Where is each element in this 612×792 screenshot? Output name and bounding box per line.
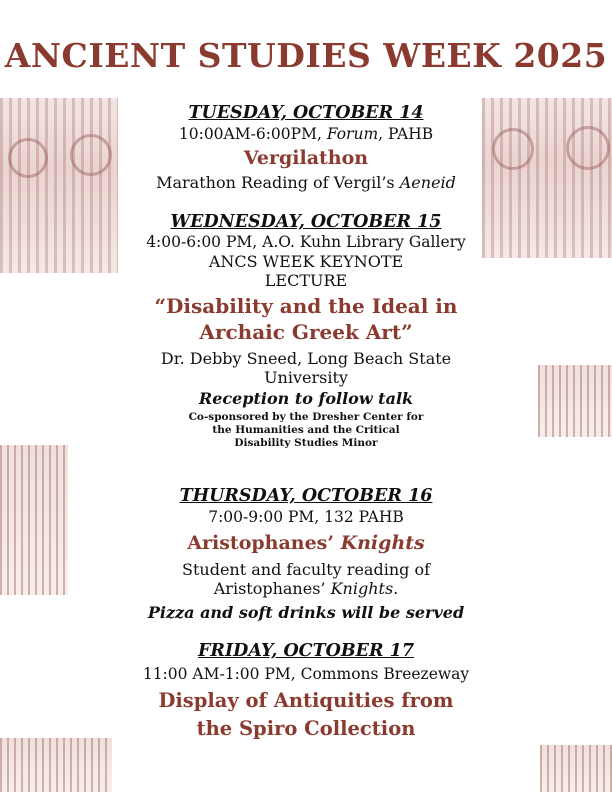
event-time-place: 4:00-6:00 PM, A.O. Kuhn Library Gallery	[146, 233, 466, 251]
event-time-place: 11:00 AM-1:00 PM, Commons Breezeway	[142, 665, 470, 683]
event-friday	[120, 641, 492, 743]
event-time-place: 7:00-9:00 PM, 132 PAHB	[208, 508, 404, 526]
event-day: WEDNESDAY, OCTOBER 15	[170, 212, 442, 232]
column-shaft-left-image	[0, 445, 68, 595]
event-kind: ANCS WEEK KEYNOTE LECTURE	[208, 252, 404, 290]
event-name: Display of Antiquities from the Spiro Collection	[158, 689, 454, 740]
event-name: “Disability and the Ideal in Archaic Greek Art”	[154, 294, 458, 344]
event-speaker: Dr. Debby Sneed, Long Beach State University	[160, 349, 452, 387]
column-capital-right-image	[482, 98, 612, 258]
event-name: Aristophanes’ Knights	[187, 532, 425, 554]
event-food: Pizza and soft drinks will be served	[147, 603, 465, 622]
column-capital-left-image	[0, 98, 118, 273]
event-time-place: 10:00AM-6:00PM, Forum, PAHB	[178, 125, 434, 143]
page-title: ANCIENT STUDIES WEEK 2025	[4, 36, 608, 75]
event-description: Student and faculty reading of Aristophanes’ Knights.	[182, 560, 430, 598]
event-cosponsor: Co-sponsored by the Dresher Center for the Humanities and the Critical Disability Studies Minor	[188, 411, 424, 449]
event-description: Marathon Reading of Vergil’s Aeneid	[156, 173, 456, 192]
event-wednesday	[120, 212, 492, 450]
event-day: TUESDAY, OCTOBER 14	[188, 103, 424, 123]
event-thursday	[120, 486, 492, 622]
column-base-right-image	[540, 745, 612, 792]
event-tuesday	[120, 103, 492, 192]
event-day: FRIDAY, OCTOBER 17	[197, 641, 414, 661]
event-day: THURSDAY, OCTOBER 16	[179, 486, 433, 506]
event-name: Vergilathon	[243, 147, 369, 169]
column-shaft-right-image	[538, 365, 612, 437]
column-base-left-image	[0, 738, 112, 792]
event-reception: Reception to follow talk	[198, 389, 414, 408]
